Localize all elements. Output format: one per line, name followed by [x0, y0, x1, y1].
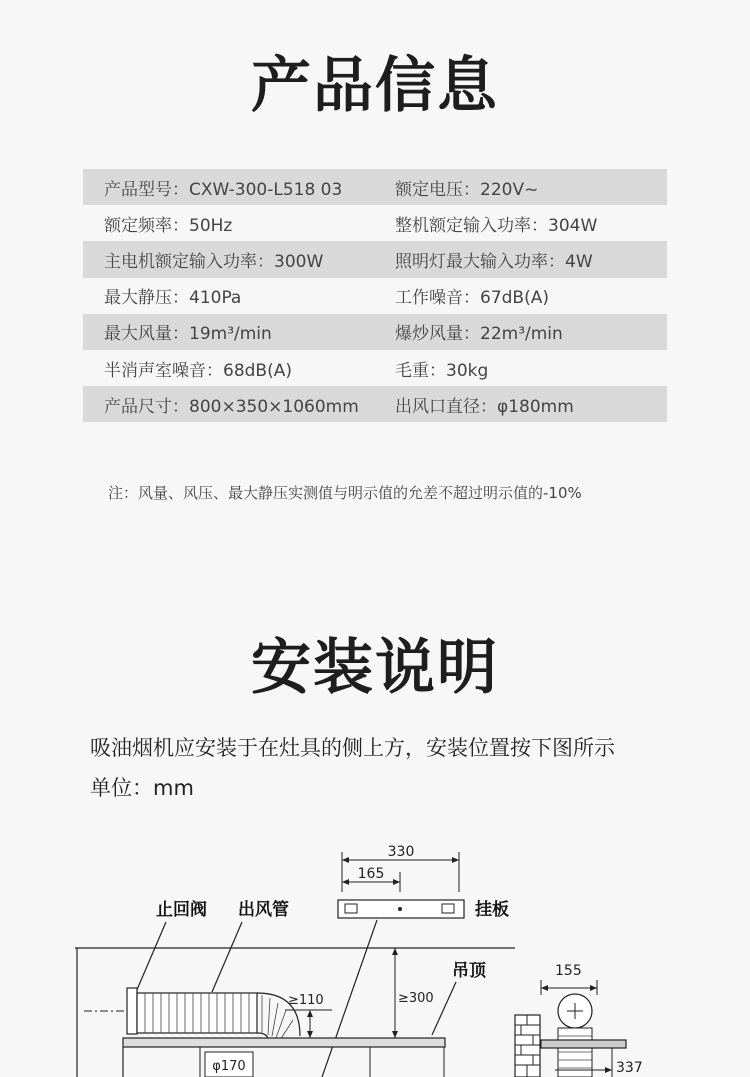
dim-330: 330 [387, 844, 415, 860]
brick-wall [515, 1015, 540, 1077]
spec-cell: 最大静压：410Pa [104, 288, 242, 309]
spec-row [83, 386, 667, 422]
label-exhaust-pipe: 出风管 [238, 900, 289, 920]
hanging-plate [338, 900, 464, 918]
dim-165: 165 [357, 866, 385, 882]
dim-ge300: ≥300 [398, 991, 434, 1006]
spec-cell: 照明灯最大输入功率：4W [395, 251, 593, 272]
spec-cell: 产品尺寸：800×350×1060mm [104, 396, 359, 417]
spec-cell: 额定电压：220V~ [395, 179, 539, 200]
exhaust-duct [137, 993, 300, 1040]
spec-cell: 最大风量：19m³/min [104, 324, 272, 345]
spec-cell: 整机额定输入功率：304W [395, 215, 598, 236]
installation-intro: 吸油烟机应安装于在灶具的侧上方，安装位置按下图所示 [90, 736, 615, 760]
spec-cell: 出风口直径：φ180mm [395, 396, 574, 417]
dim-337: 337 [616, 1060, 643, 1076]
spec-cell: 毛重：30kg [395, 360, 489, 381]
spec-cell: 半消声室噪音：68dB(A) [104, 360, 292, 381]
spec-row [83, 350, 667, 386]
installation-diagram [0, 830, 750, 1077]
label-check-valve: 止回阀 [156, 900, 207, 920]
spec-row [83, 278, 667, 314]
spec-row [83, 169, 667, 205]
installation-title: 安装说明 [251, 633, 499, 703]
spec-table [83, 169, 667, 422]
dim-ge110: ≥110 [288, 993, 324, 1008]
spec-cell: 爆炒风量：22m³/min [395, 324, 563, 345]
spec-cell: 产品型号：CXW-300-L518 03 [104, 179, 343, 200]
tolerance-note: 注：风量、风压、最大静压实测值与明示值的允差不超过明示值的-10% [108, 484, 582, 502]
spec-row [83, 241, 667, 277]
spec-cell: 额定频率：50Hz [104, 215, 233, 236]
spec-row [83, 205, 667, 241]
label-ceiling: 吊顶 [452, 961, 486, 981]
unit-label: 单位：mm [90, 776, 194, 800]
product-info-title: 产品信息 [251, 51, 499, 121]
dim-155: 155 [555, 963, 582, 979]
spec-cell: 工作噪音：67dB(A) [395, 288, 549, 309]
spec-cell: 主电机额定输入功率：300W [104, 251, 324, 272]
spec-row [83, 314, 667, 350]
label-hanging-plate: 挂板 [475, 900, 509, 920]
dim-phi170: φ170 [212, 1059, 246, 1074]
